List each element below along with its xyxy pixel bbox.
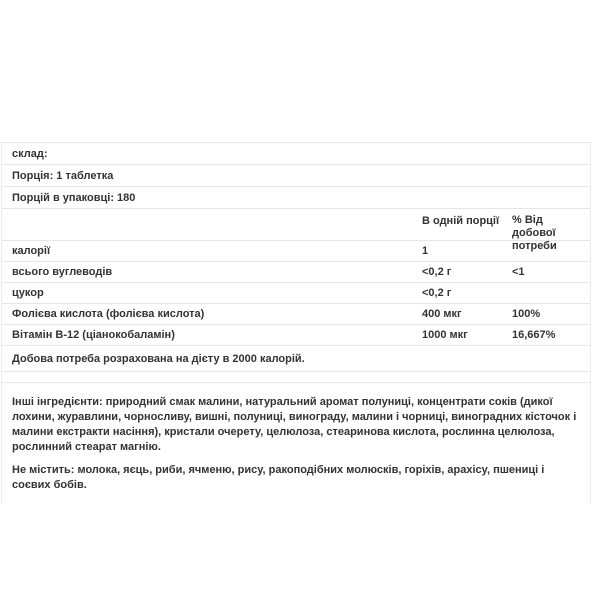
table-row-vitamin-b12 [2,325,590,346]
nutrient-amount: 1 [422,245,429,257]
table-row-calories [2,241,590,262]
nutrient-dv: 16,667% [512,328,556,341]
nutrient-amount: <0,2 г [422,266,452,278]
nutrient-label: Вітамін B-12 (ціанокобаламін) [12,329,175,341]
serving-size-label: Порція: 1 таблетка [12,169,114,182]
daily-value-footnote: Добова потреба розрахована на дієту в 2000 калорій. [12,352,305,365]
daily-value-column-header: % Від добової потреби [512,214,557,252]
nutrient-dv: <1 [512,265,525,278]
servings-per-container-row [2,187,590,209]
nutrient-label: Фолієва кислота (фолієва кислота) [12,308,205,320]
nutrient-amount: 400 мкг [422,308,462,320]
serving-size-row [2,165,590,187]
empty-spacer-row [2,372,590,383]
supplement-facts-table [1,142,591,503]
nutrient-label: калорії [12,245,51,257]
nutrient-label: цукор [12,287,44,299]
nutrient-dv: 100% [512,307,541,320]
table-row-folic-acid [2,304,590,325]
composition-row [2,143,590,165]
daily-value-footnote-row [2,346,590,372]
nutrient-label: всього вуглеводів [12,266,113,278]
nutrient-amount: <0,2 г [422,287,452,299]
allergen-info-paragraph: Не містить: молока, яєць, риби, ячменю, рису, ракоподібних молюсків, горіхів, арахісу, пшениці і соєвих бобів. [12,464,545,491]
table-row-total-carbs [2,262,590,283]
nutrient-amount: 1000 мкг [422,329,468,341]
amount-column-header: В одній порції [422,215,500,227]
composition-label: склад: [12,147,48,160]
table-row-sugar [2,283,590,304]
other-ingredients-paragraph: Інші інгредієнти: природний смак малини, натуральний аромат полуниці, концентрати соків (дикої лохини, журавлини, чорносливу, вишні, полуниці, винограду, малини і чорниці, виноградних кісточок і малини екстракти насіння), кристали очерету, целюлоза, стеаринова кислота, рослинна целюлоза, рослинний стеарат магнію. [12,396,577,453]
servings-per-container-label: Порцій в упаковці: 180 [12,191,136,204]
